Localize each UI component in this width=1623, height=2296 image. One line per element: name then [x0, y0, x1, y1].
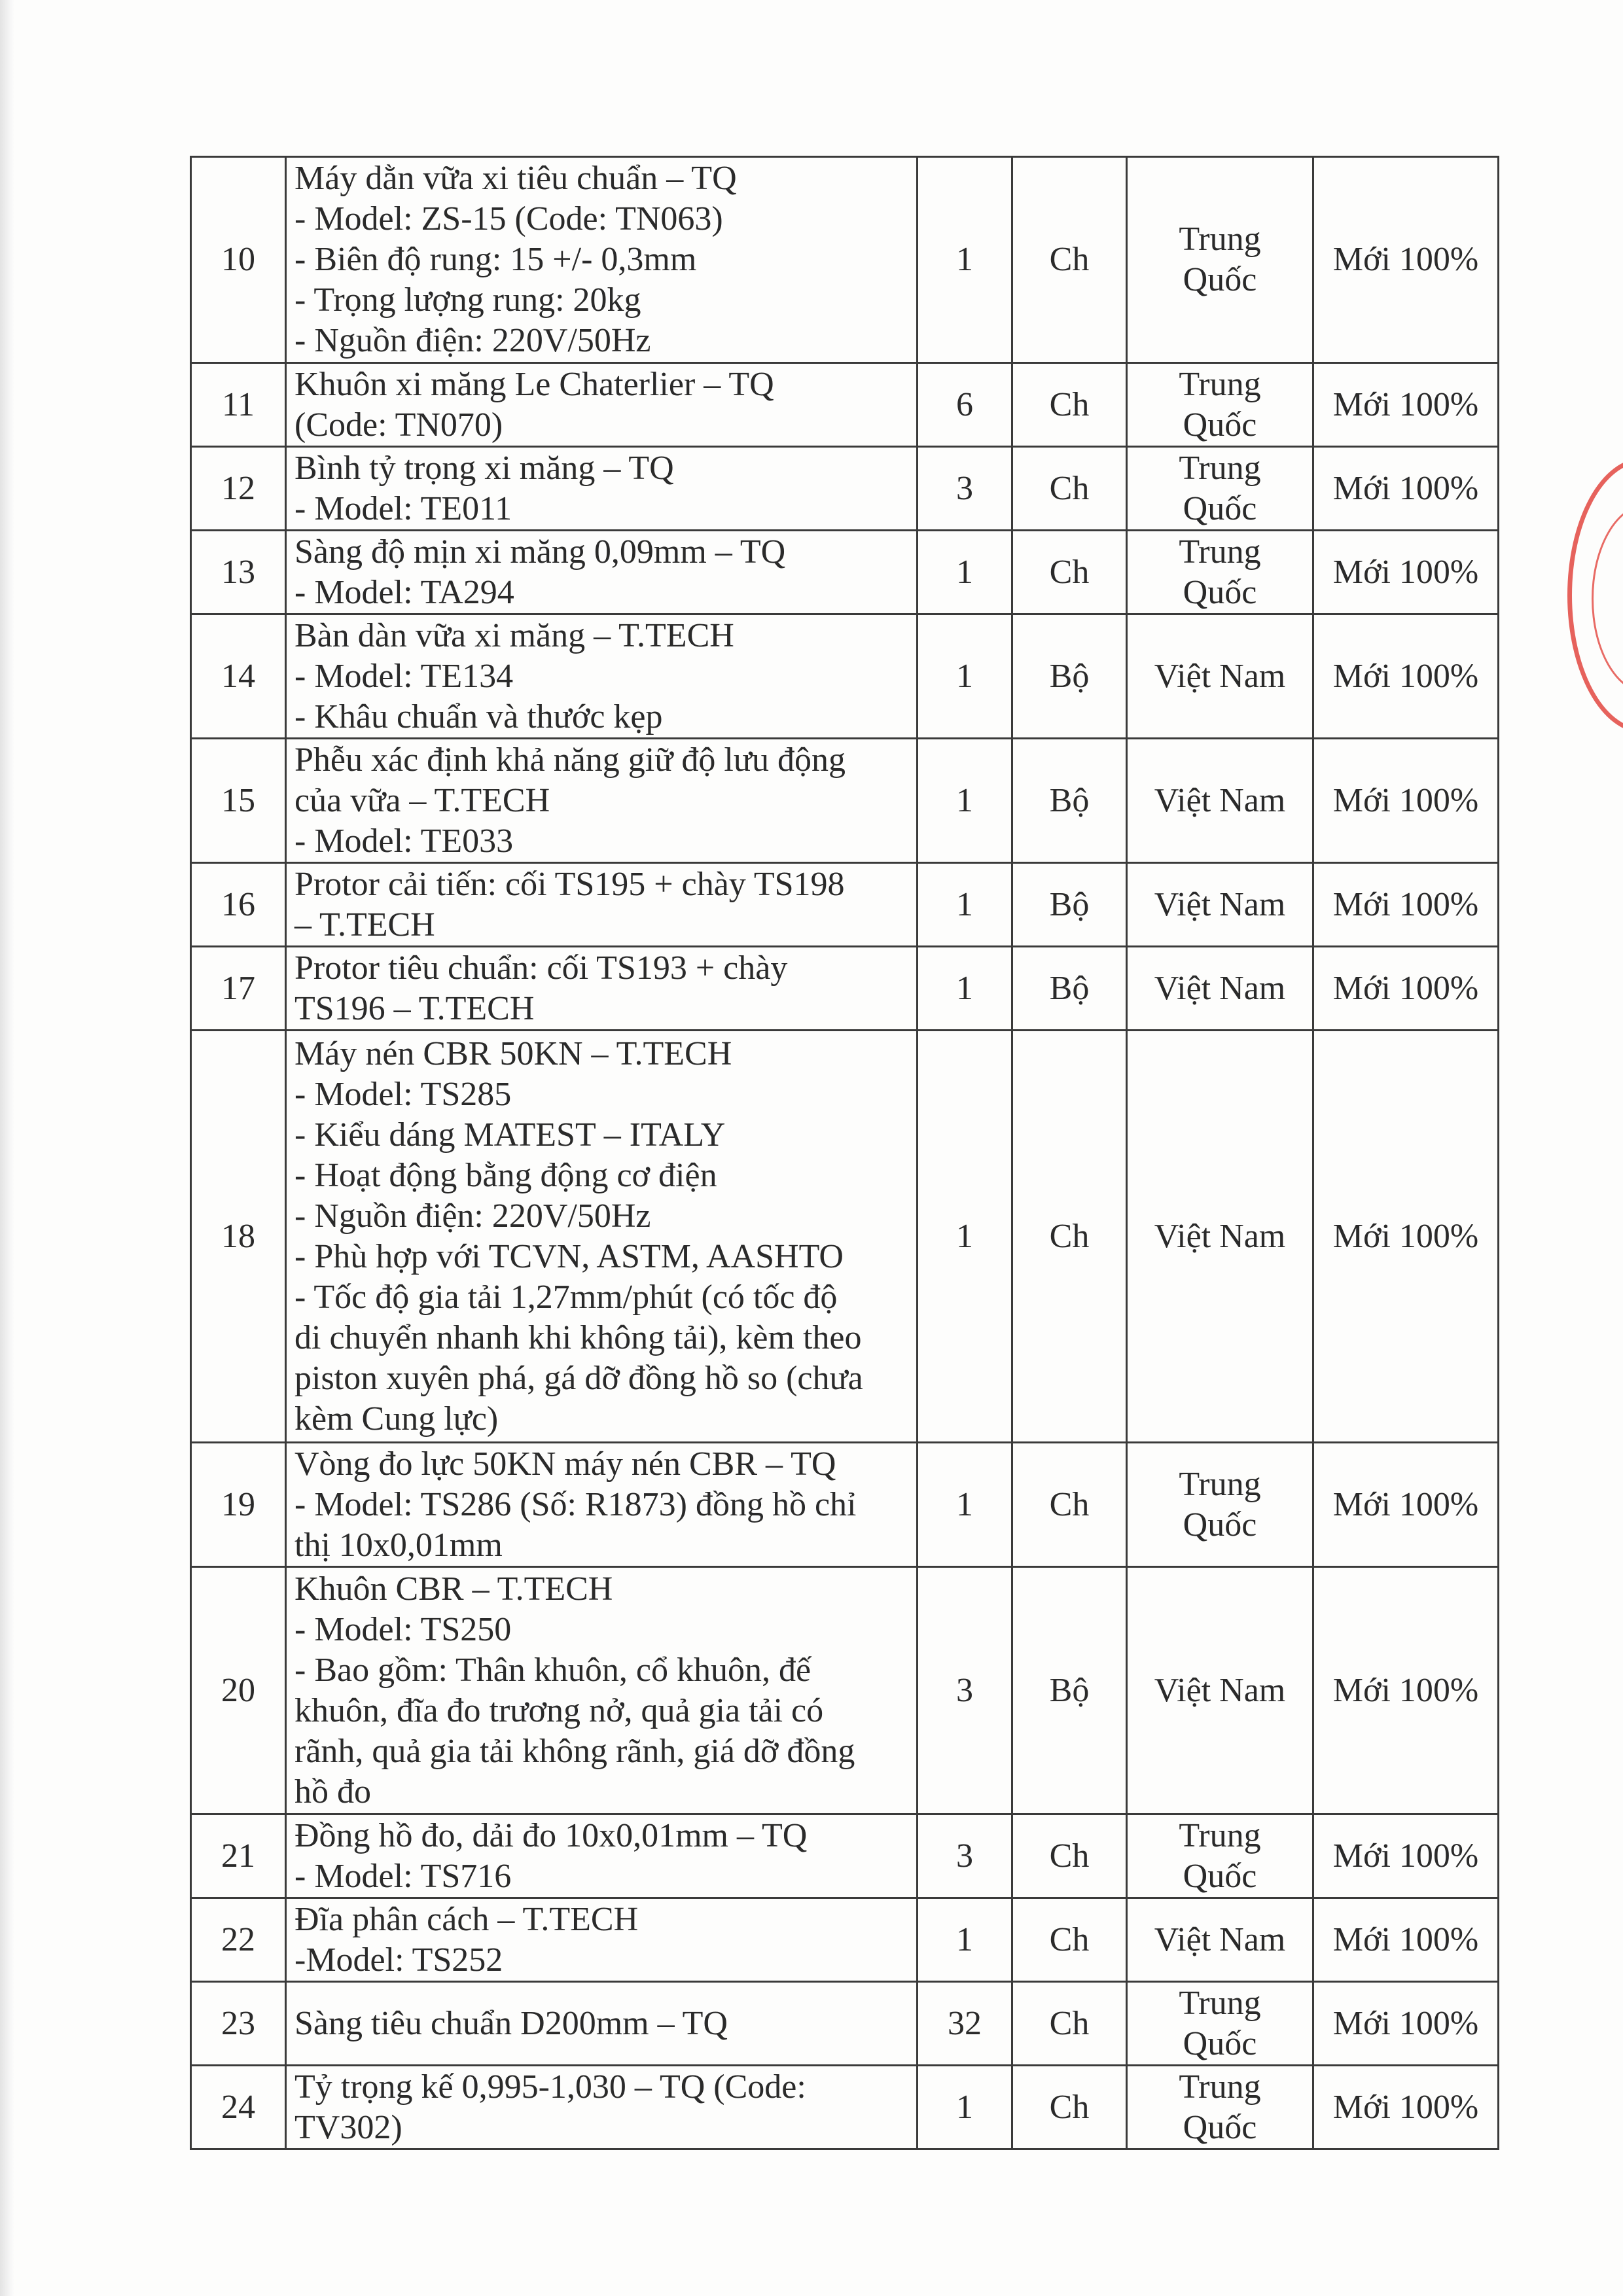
description-cell	[286, 1982, 918, 2066]
unit-cell: Ch	[1012, 1898, 1127, 1982]
quantity-cell: 3	[918, 447, 1012, 531]
table-row	[191, 531, 1499, 614]
description-cell	[286, 614, 918, 739]
condition-cell: Mới 100%	[1313, 2066, 1499, 2149]
description-line: Phễu xác định khả năng giữ độ lưu động	[294, 741, 846, 779]
origin-line: Việt Nam	[1154, 657, 1286, 695]
description-line: Bình tỷ trọng xi măng – TQ	[294, 449, 674, 487]
unit-cell: Ch	[1012, 2066, 1127, 2149]
table-row	[191, 614, 1499, 739]
row-number-cell: 16	[191, 863, 286, 947]
unit-cell: Ch	[1012, 363, 1127, 447]
equipment-table-body	[191, 157, 1499, 2149]
origin-cell	[1127, 614, 1313, 739]
description-line: - Model: TE134	[294, 657, 514, 695]
origin-cell	[1127, 947, 1313, 1031]
description-line: - Biên độ rung: 15 +/- 0,3mm	[294, 241, 697, 278]
description-line: Máy dằn vữa xi tiêu chuẩn – TQ	[294, 160, 737, 197]
equipment-table	[190, 156, 1499, 2150]
quantity-cell: 1	[918, 2066, 1012, 2149]
description-line: - Nguồn điện: 220V/50Hz	[294, 1197, 651, 1235]
origin-line: Trung	[1179, 365, 1261, 403]
row-number-cell: 17	[191, 947, 286, 1031]
scan-edge-shadow	[0, 0, 14, 2296]
description-line: - Model: TE033	[294, 822, 514, 860]
description-line: - Model: ZS-15 (Code: TN063)	[294, 200, 723, 238]
description-line: - Model: TS286 (Số: R1873) đồng hồ chỉ	[294, 1485, 857, 1523]
origin-line: Trung	[1179, 1816, 1261, 1854]
description-line: Máy nén CBR 50KN – T.TECH	[294, 1034, 732, 1072]
origin-line: Việt Nam	[1154, 885, 1286, 923]
description-line: -Model: TS252	[294, 1941, 503, 1979]
description-line: Protor cải tiến: cối TS195 + chày TS198	[294, 865, 845, 903]
origin-cell	[1127, 1443, 1313, 1567]
origin-cell	[1127, 447, 1313, 531]
quantity-cell: 1	[918, 739, 1012, 863]
description-line: của vữa – T.TECH	[294, 781, 550, 819]
description-line: hồ đo	[294, 1773, 371, 1810]
origin-cell	[1127, 739, 1313, 863]
condition-cell: Mới 100%	[1313, 1982, 1499, 2066]
description-line: - Hoạt động bằng động cơ điện	[294, 1156, 717, 1194]
description-cell	[286, 157, 918, 363]
origin-line: Việt Nam	[1154, 1671, 1286, 1709]
description-line: thị 10x0,01mm	[294, 1526, 503, 1564]
description-line: Đĩa phân cách – T.TECH	[294, 1900, 639, 1938]
description-line: di chuyển nhanh khi không tải), kèm theo	[294, 1318, 862, 1356]
table-row	[191, 363, 1499, 447]
row-number-cell: 13	[191, 531, 286, 614]
origin-cell	[1127, 1898, 1313, 1982]
quantity-cell: 3	[918, 1814, 1012, 1898]
quantity-cell: 1	[918, 1443, 1012, 1567]
description-line: Đồng hồ đo, dải đo 10x0,01mm – TQ	[294, 1816, 808, 1854]
row-number-cell: 19	[191, 1443, 286, 1567]
origin-cell	[1127, 863, 1313, 947]
description-cell	[286, 1898, 918, 1982]
description-line: - Khâu chuẩn và thước kẹp	[294, 698, 663, 735]
quantity-cell: 1	[918, 614, 1012, 739]
condition-cell: Mới 100%	[1313, 863, 1499, 947]
condition-cell: Mới 100%	[1313, 363, 1499, 447]
description-line: TS196 – T.TECH	[294, 989, 535, 1027]
quantity-cell: 1	[918, 863, 1012, 947]
row-number-cell: 12	[191, 447, 286, 531]
origin-line: Trung	[1179, 1984, 1261, 2022]
description-cell	[286, 1031, 918, 1443]
description-line: Sàng tiêu chuẩn D200mm – TQ	[294, 2004, 728, 2042]
table-row	[191, 2066, 1499, 2149]
quantity-cell: 3	[918, 1567, 1012, 1814]
origin-line: Quốc	[1183, 2108, 1257, 2146]
row-number-cell: 21	[191, 1814, 286, 1898]
description-line: Tỷ trọng kế 0,995-1,030 – TQ (Code:	[294, 2068, 806, 2106]
quantity-cell: 1	[918, 157, 1012, 363]
description-line: TV302)	[294, 2108, 402, 2146]
description-cell	[286, 1814, 918, 1898]
origin-cell	[1127, 2066, 1313, 2149]
origin-line: Quốc	[1183, 489, 1257, 527]
unit-cell: Bộ	[1012, 1567, 1127, 1814]
origin-cell	[1127, 1031, 1313, 1443]
description-line: - Kiểu dáng MATEST – ITALY	[294, 1116, 726, 1154]
condition-cell: Mới 100%	[1313, 447, 1499, 531]
row-number-cell: 10	[191, 157, 286, 363]
table-row	[191, 1982, 1499, 2066]
description-cell	[286, 363, 918, 447]
condition-cell: Mới 100%	[1313, 1567, 1499, 1814]
origin-line: Quốc	[1183, 2024, 1257, 2062]
description-line: - Model: TS716	[294, 1857, 512, 1895]
condition-cell: Mới 100%	[1313, 157, 1499, 363]
row-number-cell: 24	[191, 2066, 286, 2149]
origin-line: Quốc	[1183, 573, 1257, 611]
row-number-cell: 23	[191, 1982, 286, 2066]
origin-line: Trung	[1179, 533, 1261, 571]
description-line: - Phù hợp với TCVN, ASTM, AASHTO	[294, 1237, 844, 1275]
description-line: Khuôn CBR – T.TECH	[294, 1570, 613, 1608]
origin-line: Việt Nam	[1154, 969, 1286, 1007]
condition-cell: Mới 100%	[1313, 614, 1499, 739]
origin-cell	[1127, 363, 1313, 447]
description-line: - Bao gồm: Thân khuôn, cổ khuôn, đế	[294, 1651, 812, 1689]
description-line: - Tốc độ gia tải 1,27mm/phút (có tốc độ	[294, 1278, 838, 1316]
unit-cell: Ch	[1012, 1031, 1127, 1443]
origin-line: Quốc	[1183, 1857, 1257, 1895]
condition-cell: Mới 100%	[1313, 531, 1499, 614]
origin-cell	[1127, 1982, 1313, 2066]
row-number-cell: 20	[191, 1567, 286, 1814]
description-line: - Model: TS285	[294, 1075, 512, 1113]
table-row	[191, 1031, 1499, 1443]
quantity-cell: 1	[918, 947, 1012, 1031]
origin-line: Trung	[1179, 2068, 1261, 2106]
condition-cell: Mới 100%	[1313, 1814, 1499, 1898]
table-row	[191, 739, 1499, 863]
row-number-cell: 15	[191, 739, 286, 863]
unit-cell: Ch	[1012, 1814, 1127, 1898]
unit-cell: Ch	[1012, 1982, 1127, 2066]
condition-cell: Mới 100%	[1313, 947, 1499, 1031]
origin-cell	[1127, 531, 1313, 614]
unit-cell: Bộ	[1012, 863, 1127, 947]
description-line: - Model: TS250	[294, 1610, 512, 1648]
description-cell	[286, 1443, 918, 1567]
description-cell	[286, 1567, 918, 1814]
row-number-cell: 14	[191, 614, 286, 739]
origin-line: Trung	[1179, 1465, 1261, 1503]
description-cell	[286, 947, 918, 1031]
description-cell	[286, 863, 918, 947]
unit-cell: Ch	[1012, 1443, 1127, 1567]
row-number-cell: 11	[191, 363, 286, 447]
description-line: - Model: TA294	[294, 573, 514, 611]
condition-cell: Mới 100%	[1313, 739, 1499, 863]
description-cell	[286, 447, 918, 531]
table-row	[191, 1898, 1499, 1982]
description-line: khuôn, đĩa đo trương nở, quả gia tải có	[294, 1691, 824, 1729]
quantity-cell: 1	[918, 531, 1012, 614]
unit-cell: Bộ	[1012, 739, 1127, 863]
description-line: Vòng đo lực 50KN máy nén CBR – TQ	[294, 1445, 836, 1483]
condition-cell: Mới 100%	[1313, 1031, 1499, 1443]
description-line: – T.TECH	[294, 906, 435, 944]
origin-cell	[1127, 1567, 1313, 1814]
quantity-cell: 1	[918, 1898, 1012, 1982]
description-cell	[286, 531, 918, 614]
unit-cell: Bộ	[1012, 614, 1127, 739]
description-line: - Model: TE011	[294, 489, 512, 527]
origin-line: Quốc	[1183, 1506, 1257, 1544]
description-line: kèm Cung lực)	[294, 1400, 499, 1438]
origin-line: Việt Nam	[1154, 1920, 1286, 1958]
origin-line: Trung	[1179, 221, 1261, 258]
description-line: (Code: TN070)	[294, 406, 503, 444]
origin-line: Trung	[1179, 449, 1261, 487]
unit-cell: Ch	[1012, 447, 1127, 531]
unit-cell: Ch	[1012, 157, 1127, 363]
origin-line: Quốc	[1183, 261, 1257, 298]
description-line: Bàn dàn vữa xi măng – T.TECH	[294, 616, 734, 654]
origin-cell	[1127, 157, 1313, 363]
quantity-cell: 32	[918, 1982, 1012, 2066]
description-line: - Trọng lượng rung: 20kg	[294, 281, 641, 319]
description-line: rãnh, quả gia tải không rãnh, giá dỡ đồng	[294, 1732, 855, 1770]
table-row	[191, 1814, 1499, 1898]
condition-cell: Mới 100%	[1313, 1443, 1499, 1567]
unit-cell: Ch	[1012, 531, 1127, 614]
table-row	[191, 1567, 1499, 1814]
quantity-cell: 6	[918, 363, 1012, 447]
description-line: Khuôn xi măng Le Chaterlier – TQ	[294, 365, 774, 403]
description-line: Protor tiêu chuẩn: cối TS193 + chày	[294, 949, 788, 987]
description-cell	[286, 739, 918, 863]
table-row	[191, 947, 1499, 1031]
condition-cell: Mới 100%	[1313, 1898, 1499, 1982]
table-row	[191, 863, 1499, 947]
table-row	[191, 1443, 1499, 1567]
description-line: Sàng độ mịn xi măng 0,09mm – TQ	[294, 533, 786, 571]
row-number-cell: 22	[191, 1898, 286, 1982]
origin-line: Quốc	[1183, 406, 1257, 444]
unit-cell: Bộ	[1012, 947, 1127, 1031]
description-line: piston xuyên phá, gá dỡ đồng hồ so (chưa	[294, 1359, 863, 1397]
quantity-cell: 1	[918, 1031, 1012, 1443]
table-row	[191, 157, 1499, 363]
row-number-cell: 18	[191, 1031, 286, 1443]
origin-cell	[1127, 1814, 1313, 1898]
origin-line: Việt Nam	[1154, 1217, 1286, 1255]
origin-line: Việt Nam	[1154, 781, 1286, 819]
description-cell	[286, 2066, 918, 2149]
description-line: - Nguồn điện: 220V/50Hz	[294, 322, 651, 359]
table-row	[191, 447, 1499, 531]
